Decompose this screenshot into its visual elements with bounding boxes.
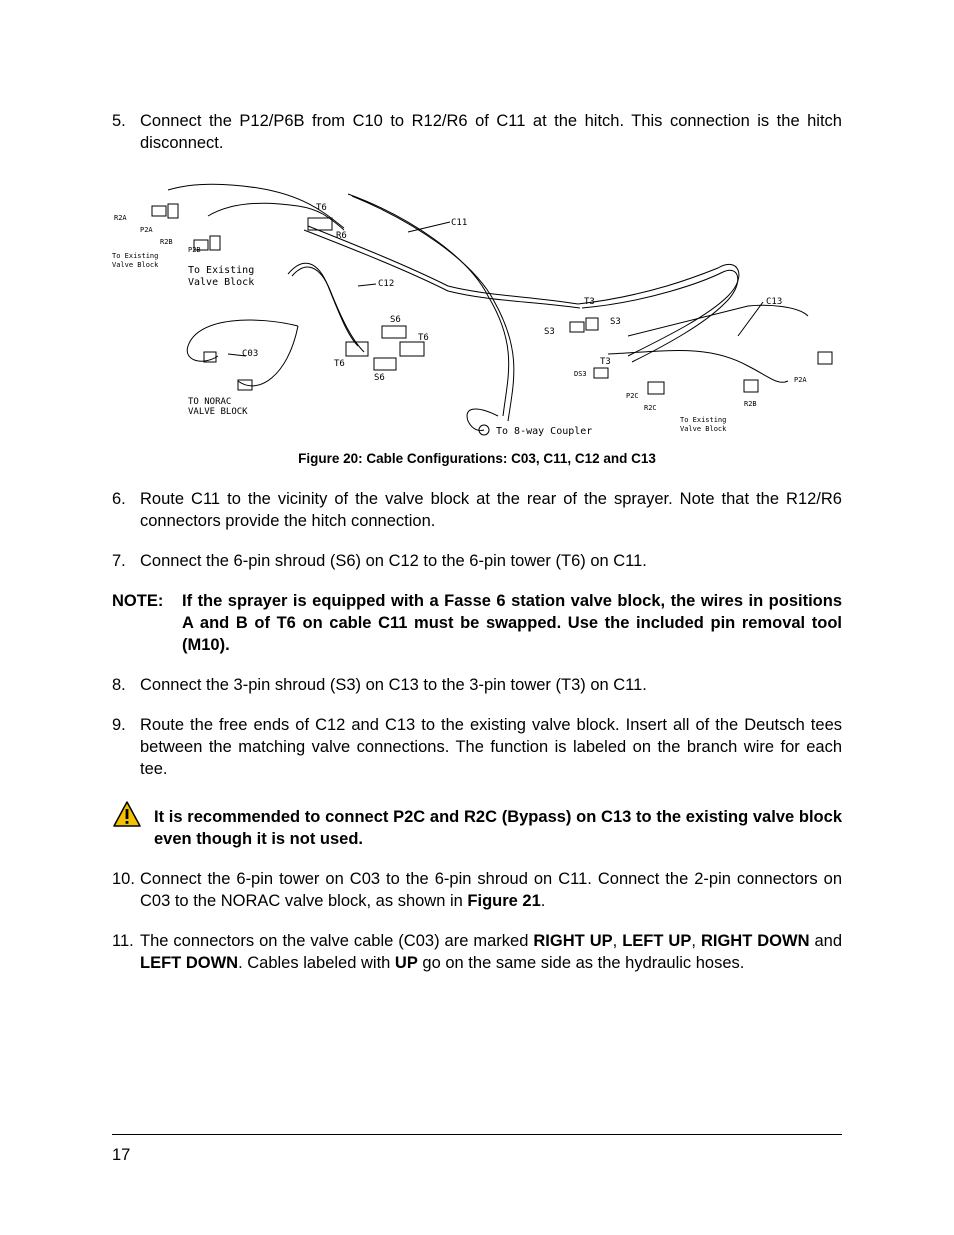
- step-number: 8.: [112, 676, 126, 694]
- footer-rule: [112, 1134, 842, 1135]
- label-c03: C03: [242, 349, 259, 359]
- label-s3a: S3: [544, 327, 555, 337]
- label-t3b: T3: [600, 357, 611, 367]
- step-number: 11.: [112, 932, 134, 950]
- step-text: Route C11 to the vicinity of the valve block at the rear of the sprayer. Note that the R12/R6 connectors provide the hitch connection.: [140, 490, 842, 530]
- label-p2a-right: P2A: [794, 376, 807, 384]
- label-r2b-right: R2B: [744, 400, 757, 408]
- cable-configuration-figure: [108, 176, 848, 444]
- figure-caption: Figure 20: Cable Configurations: C03, C11, C12 and C13: [298, 451, 656, 466]
- label-t6a: T6: [316, 203, 327, 213]
- step-11: [112, 930, 842, 974]
- label-existing-3b: Valve Block: [680, 425, 727, 433]
- label-s6b: S6: [374, 373, 385, 383]
- page-number: 17: [112, 1146, 131, 1164]
- note-block: [112, 590, 842, 656]
- figure-reference: Figure 21: [467, 892, 541, 910]
- label-c12: C12: [378, 279, 395, 289]
- step-number: 5.: [112, 112, 126, 130]
- label-coupler: To 8-way Coupler: [496, 426, 593, 437]
- label-t6c: T6: [334, 359, 345, 369]
- step-text: The connectors on the valve cable (C03) are marked RIGHT UP, LEFT UP, RIGHT DOWN and LEFT DOWN. Cables labeled with UP go on the same side as the hydraulic hoses.: [140, 932, 843, 972]
- label-s6a: S6: [390, 315, 401, 325]
- label-existing-1b: Valve Block: [112, 261, 159, 269]
- label-t6b: T6: [418, 333, 429, 343]
- label-r6: R6: [336, 231, 347, 241]
- label-ds3: DS3: [574, 370, 587, 378]
- label-norac-2: VALVE BLOCK: [188, 407, 248, 417]
- note-text: If the sprayer is equipped with a Fasse 6 station valve block, the wires in positions A and B of T6 on cable C11 must be swapped. Use the included pin removal tool (M10).: [182, 592, 842, 654]
- step-number: 6.: [112, 490, 126, 508]
- label-existing-3a: To Existing: [680, 416, 727, 424]
- warning-triangle-icon: [112, 800, 142, 828]
- step-8: [112, 674, 842, 696]
- label-t3a: T3: [584, 297, 595, 307]
- label-c13: C13: [766, 297, 783, 307]
- warning-text: It is recommended to connect P2C and R2C (Bypass) on C13 to the existing valve block even though it is not used.: [154, 808, 842, 848]
- label-p2a: P2A: [140, 226, 153, 234]
- step-text: Connect the 6-pin tower on C03 to the 6-pin shroud on C11. Connect the 2-pin connectors on C03 to the NORAC valve block, as shown in Figure 21.: [140, 870, 842, 910]
- step-5: [112, 110, 842, 154]
- step-number: 7.: [112, 552, 126, 570]
- label-r2c: R2C: [644, 404, 657, 412]
- note-label: NOTE:: [112, 592, 164, 610]
- step-number: 9.: [112, 716, 126, 734]
- label-existing-1a: To Existing: [112, 252, 159, 260]
- label-r2a: R2A: [114, 214, 127, 222]
- label-r2b: R2B: [160, 238, 173, 246]
- label-p2b: P2B: [188, 246, 201, 254]
- step-text: Connect the 6-pin shroud (S6) on C12 to the 6-pin tower (T6) on C11.: [140, 552, 647, 570]
- step-text: Connect the P12/P6B from C10 to R12/R6 of C11 at the hitch. This connection is the hitch disconnect.: [140, 112, 842, 152]
- step-9: [112, 714, 842, 780]
- step-text: Connect the 3-pin shroud (S3) on C13 to the 3-pin tower (T3) on C11.: [140, 676, 647, 694]
- label-p2c: P2C: [626, 392, 639, 400]
- step-7: [112, 550, 842, 572]
- label-existing-2b: Valve Block: [188, 277, 255, 288]
- step-6: [112, 488, 842, 532]
- label-existing-2a: To Existing: [188, 265, 255, 276]
- step-text: Route the free ends of C12 and C13 to the existing valve block. Insert all of the Deutsch tees between the matching valve connections. The function is labeled on the branch wire for each tee.: [140, 716, 842, 778]
- label-s3b: S3: [610, 317, 621, 327]
- label-norac-1: TO NORAC: [188, 397, 232, 407]
- warning-block: [112, 806, 842, 850]
- step-10: [112, 868, 842, 912]
- label-c11: C11: [451, 218, 468, 228]
- step-number: 10.: [112, 870, 135, 888]
